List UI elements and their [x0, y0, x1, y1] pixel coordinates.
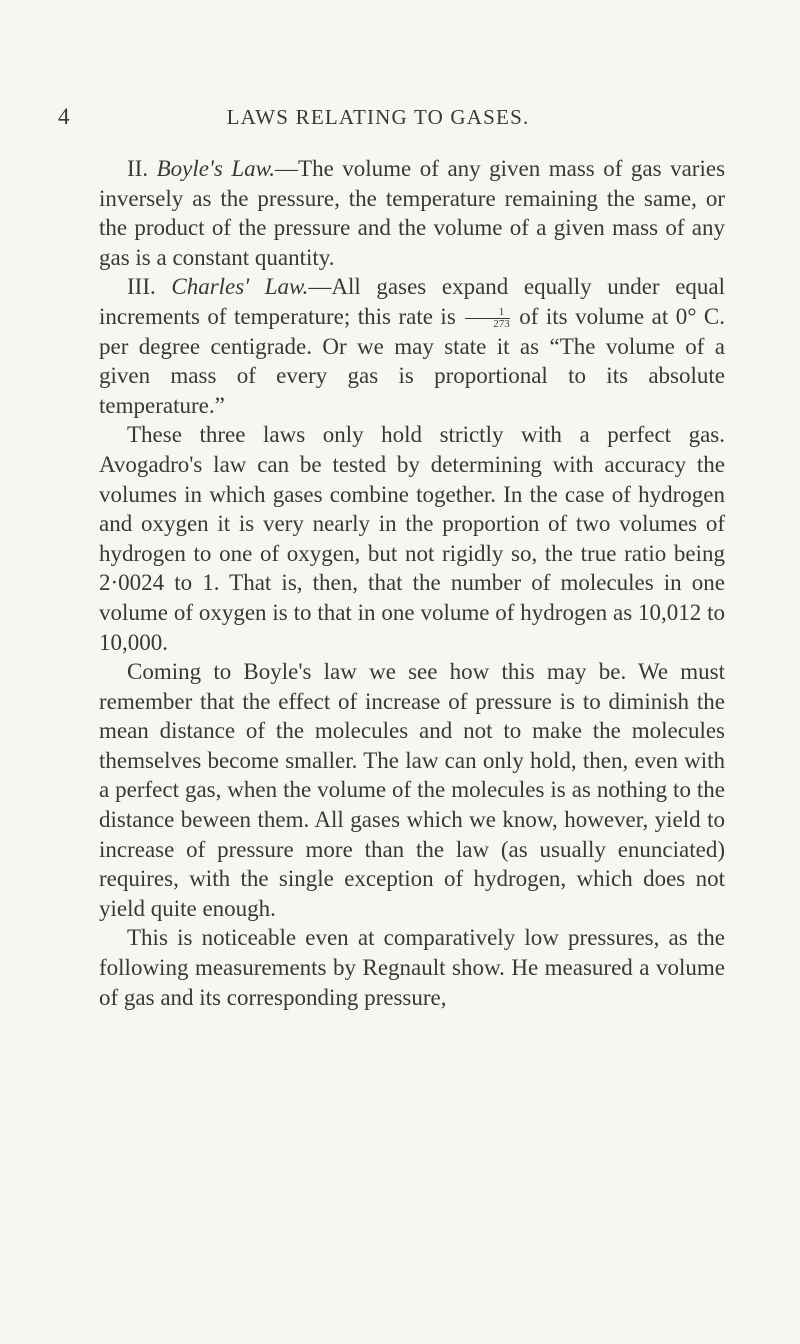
section-numeral: III.: [127, 274, 156, 300]
law-label: Charles' Law.: [171, 274, 309, 300]
law-label: Boyle's Law.: [156, 156, 276, 181]
fraction-numerator: 1: [465, 307, 510, 319]
fraction-denominator: 273: [493, 318, 510, 331]
paragraph-charles-law: [99, 272, 725, 420]
section-numeral: II.: [127, 156, 149, 181]
paragraph-boyles-law-discussion: Coming to Boyle's law we see how this may be. We must remember that the effect of increase of pressure is to diminish the mean distance of the molecules and not to make the molecules themselves become smaller. The law can only hold, then, even with a perfect gas, when the volume of the molecules is as nothing to the distance beween them. All gases which we know, however, yield to increase of pressure more than the law (as usually enunciated) requires, with the single exception of hydrogen, which does not yield quite enough.: [99, 659, 725, 921]
running-head: LAWS RELATING TO GASES.: [226, 105, 530, 129]
paragraph-text: —All gases expand equally under equal increments of temperature; this rate is: [99, 274, 726, 329]
paragraph-boyles-law: [99, 154, 725, 272]
page-number: 4: [58, 104, 70, 129]
fraction: [465, 307, 510, 330]
paragraph-regnault: This is noticeable even at comparatively low pressures, as the following measurements by Regnault show. He measured a volume of gas and its corresponding pressure,: [99, 925, 725, 1010]
paragraph-avogadro: These three laws only hold strictly with a perfect gas. Avogadro's law can be tested by determining with accuracy the volumes in which gases combine together. In the case of hydrogen and oxygen it is very nearly in the proportion of two volumes of hydrogen to one of oxygen, but not rigidly so, the true ratio being 2·0024 to 1. That is, then, that the number of molecules in one volume of oxygen is to that in one volume of hydrogen as 10,012 to 10,000.: [99, 422, 725, 655]
paragraph-text: —The volume of any given mass of gas varies inversely as the pressure, the temperature remaining the same, or the product of the pressure and the volume of a given mass of any gas is a constant quantity.: [99, 156, 726, 270]
page-header: [58, 104, 698, 138]
body-text: [99, 154, 725, 1012]
paragraph-text: of its volume at 0° C. per degree centigrade. Or we may state it as “The volume of a given mass of every gas is proportional to its absolute temperature.”: [99, 303, 725, 418]
